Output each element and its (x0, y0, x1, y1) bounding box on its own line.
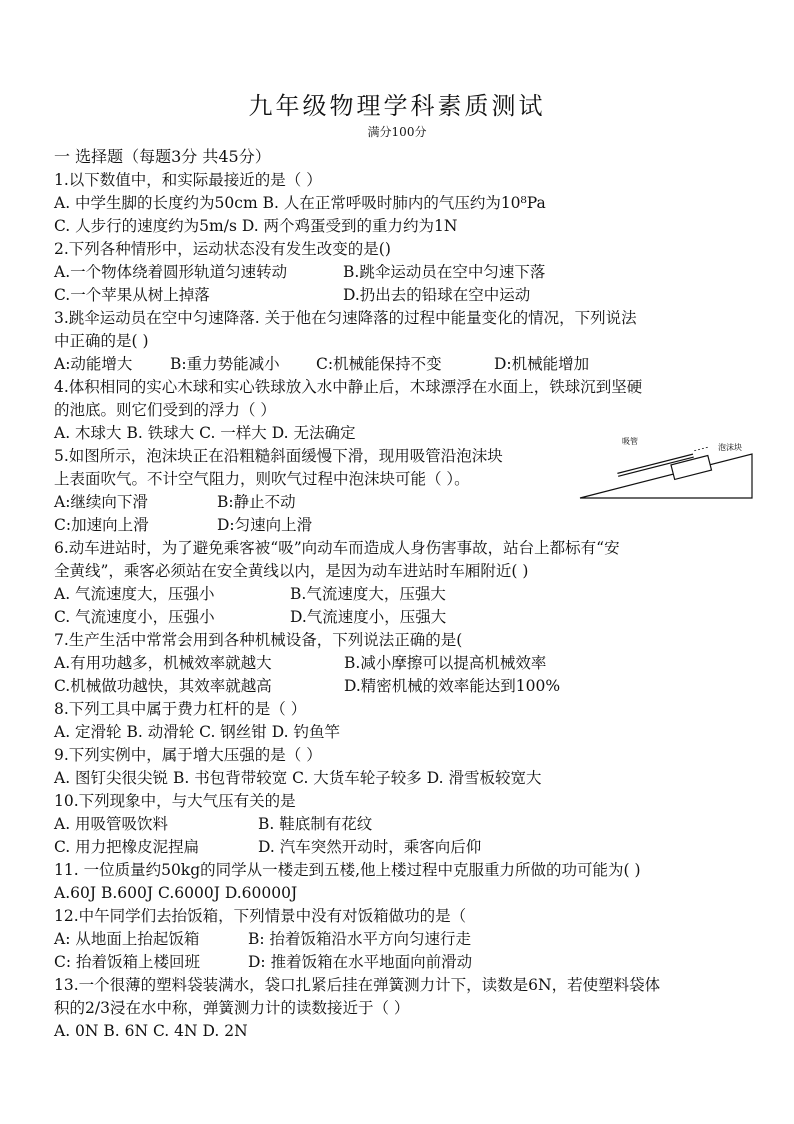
option-a: A. 用吸管吸饮料 (54, 815, 169, 833)
question-5-stem-line2: 上表面吹气。不计空气阻力，则吹气过程中泡沫块可能（ ）。 (54, 470, 470, 488)
option-c: C: 抬着饭箱上楼回班 (54, 953, 201, 971)
question-13-stem-line2: 积的2/3浸在水中称，弹簧测力计的读数接近于（ ） (54, 999, 410, 1017)
option-a: A: 从地面上抬起饭箱 (54, 930, 200, 948)
question-8-options: A. 定滑轮 B. 动滑轮 C. 钢丝钳 D. 钓鱼竿 (54, 723, 340, 741)
question-13-options: A. 0N B. 6N C. 4N D. 2N (54, 1022, 248, 1040)
question-5-stem-line1: 5.如图所示，泡沫块正在沿粗糙斜面缓慢下滑，现用吸管沿泡沫块 (54, 447, 503, 465)
question-9-stem: 9.下列实例中，属于增大压强的是（ ） (54, 746, 322, 764)
foam-block-group (617, 447, 716, 493)
option-c: C.机械做功越快，其效率就越高 (54, 677, 272, 695)
question-4-stem-line2: 的池底。则它们受到的浮力（ ） (54, 401, 276, 419)
question-8-stem: 8.下列工具中属于费力杠杆的是（ ） (54, 700, 307, 718)
incline-diagram (576, 434, 754, 504)
option-c: C. 用力把橡皮泥捏扁 (54, 838, 200, 856)
question-7-stem: 7.生产生活中常常会用到各种机械设备，下列说法正确的是( (54, 631, 463, 649)
option-a: A.有用功越多，机械效率就越大 (54, 654, 272, 672)
airflow-line (694, 447, 710, 451)
option-c: C.一个苹果从树上掉落 (54, 286, 210, 304)
block-label: 泡沫块 (718, 443, 742, 452)
option-c: C. 气流速度小，压强小 (54, 608, 215, 626)
question-3-stem-line2: 中正确的是( ) (54, 332, 149, 350)
page-title: 九年级物理学科素质测试 (248, 92, 546, 120)
option-b: B. 鞋底制有花纹 (258, 815, 373, 833)
option-b: B:重力势能减小 (170, 355, 280, 373)
option-d: D.精密机械的效率能达到100% (344, 677, 561, 695)
option-d: D.气流速度小，压强大 (290, 608, 447, 626)
option-d: D: 推着饭箱在水平地面向前滑动 (248, 953, 473, 971)
straw-label: 吸管 (622, 437, 638, 446)
question-13-stem-line1: 13.一个很薄的塑料袋装满水，袋口扎紧后挂在弹簧测力计下，读数是6N，若使塑料袋体 (54, 976, 661, 994)
option-b: B.气流速度大，压强大 (290, 585, 446, 603)
option-a: A.一个物体绕着圆形轨道匀速转动 (54, 263, 288, 281)
option-b: B.跳伞运动员在空中匀速下落 (343, 263, 546, 281)
question-2-stem: 2.下列各种情形中，运动状态没有发生改变的是() (54, 240, 391, 258)
option-c: C:加速向上滑 (54, 516, 149, 534)
full-score-note: 满分100分 (367, 125, 427, 139)
option-a: A:继续向下滑 (54, 493, 148, 511)
question-11-options: A.60J B.600J C.6000J D.60000J (54, 884, 298, 902)
option-d: D.扔出去的铅球在空中运动 (343, 286, 531, 304)
option-b: B: 抬着饭箱沿水平方向匀速行走 (248, 930, 472, 948)
question-12-stem: 12.中午同学们去抬饭箱，下列情景中没有对饭箱做功的是（ (54, 907, 467, 925)
question-11-stem: 11. 一位质量约50kg的同学从一楼走到五楼,他上楼过程中克服重力所做的功可能为( ) (54, 861, 641, 879)
question-4-stem-line1: 4.体积相同的实心木球和实心铁球放入水中静止后，木球漂浮在水面上，铁球沉到坚硬 (54, 378, 643, 396)
foam-block (671, 456, 712, 480)
option-d: D:机械能增加 (494, 355, 590, 373)
question-10-stem: 10.下列现象中，与大气压有关的是 (54, 792, 296, 810)
question-4-options: A. 木球大 B. 铁球大 C. 一样大 D. 无法确定 (54, 424, 356, 442)
option-b: B:静止不动 (217, 493, 296, 511)
option-b: B.减小摩擦可以提高机械效率 (344, 654, 547, 672)
option-c: C:机械能保持不变 (316, 355, 442, 373)
option-a: A:动能增大 (54, 355, 133, 373)
question-1-stem: 1.以下数值中，和实际最接近的是（ ） (54, 171, 322, 189)
question-6-stem-line2: 全黄线”，乘客必须站在安全黄线以内，是因为动车进站时车厢附近( ) (54, 562, 529, 580)
question-1-options-cd: C. 人步行的速度约为5m/s D. 两个鸡蛋受到的重力约为1N (54, 217, 458, 235)
question-3-stem-line1: 3.跳伞运动员在空中匀速降落. 关于他在匀速降落的过程中能量变化的情况，下列说法 (54, 309, 637, 327)
question-9-options: A. 图钉尖很尖锐 B. 书包背带较宽 C. 大货车轮子较多 D. 滑雪板较宽大 (54, 769, 542, 787)
question-1-options-ab: A. 中学生脚的长度约为50cm B. 人在正常呼吸时肺内的气压约为10⁸Pa (54, 194, 546, 212)
question-6-stem-line1: 6.动车进站时，为了避免乘客被“吸”向动车而造成人身伤害事故，站台上都标有“安 (54, 539, 620, 557)
option-d: D:匀速向上滑 (217, 516, 313, 534)
option-a: A. 气流速度大，压强小 (54, 585, 215, 603)
section-heading: 一 选择题（每题3分 共45分） (54, 147, 271, 166)
option-d: D. 汽车突然开动时，乘客向后仰 (258, 838, 482, 856)
